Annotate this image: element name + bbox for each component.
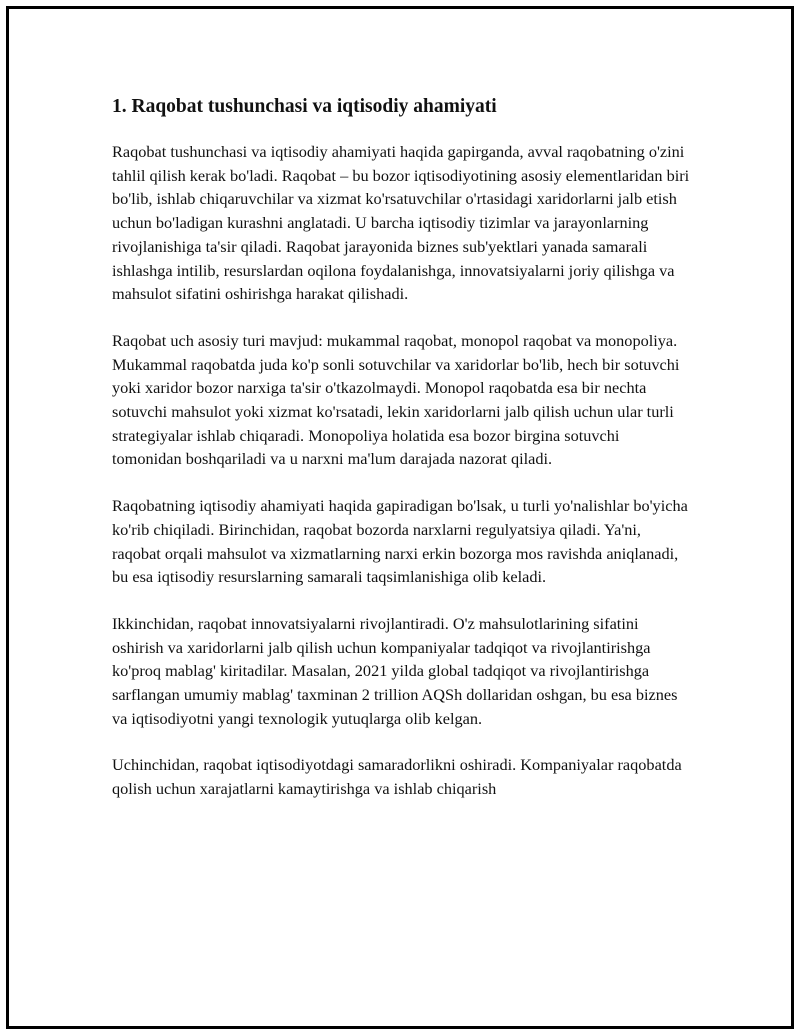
paragraph: Raqobatning iqtisodiy ahamiyati haqida gapiradigan bo'lsak, u turli yo'nalishlar bo'yicha ko'rib chiqiladi. Birinchidan, raqobat bozorda narxlarni regulyatsiya qiladi. Ya'ni, raqobat orqali mahsulot va xizmatlarning narxi erkin bozorga mos ravishda aniqlanadi, bu esa iqtisodiy resurslarning samarali taqsimlanishiga olib keladi.: [112, 496, 688, 587]
paragraph: Raqobat tushunchasi va iqtisodiy ahamiyati haqida gapirganda, avval raqobatning o'zini tahlil qilish kerak bo'ladi. Raqobat – bu bozor iqtisodiyotining asosiy elementlaridan biri bo'lib, ishlab chiqaruvchilar va xizmat ko'rsatuvchilar o'rtasidagi xaridorlarni jalb etish uchun bo'ladigan kurashni anglatadi. U barcha iqtisodiy tizimlar va jarayonlarning rivojlanishiga ta'sir qiladi. Raqobat jarayonida biznes sub'yektlari yanada samarali ishlashga intilib, resurslardan oqilona foydalanishga, innovatsiyalarni joriy qilishga va mahsulot sifatini oshirishga harakat qilishadi.: [112, 142, 690, 304]
paragraph: Ikkinchidan, raqobat innovatsiyalarni rivojlantiradi. O'z mahsulotlarining sifatini oshirish va xaridorlarni jalb qilish uchun kompaniyalar tadqiqot va rivojlantirishga ko'proq mablag' kiritadilar. Masalan, 2021 yilda global tadqiqot va rivojlantirishga sarflangan umumiy mablag' taxminan 2 trillion AQSh dollaridan oshgan, bu esa biznes va iqtisodiyotni yangi texnologik yutuqlarga olib kelgan.: [112, 613, 678, 728]
paragraph: Uchinchidan, raqobat iqtisodiyotdagi samaradorlikni oshiradi. Kompaniyalar raqobatda qolish uchun xarajatlarni kamaytirishga va ishlab chiqarish: [112, 755, 682, 799]
paragraph: Raqobat uch asosiy turi mavjud: mukammal raqobat, monopol raqobat va monopoliya. Mukammal raqobatda juda ko'p sonli sotuvchilar va xaridorlar bo'lib, hech bir sotuvchi yoki xaridor bozor narxiga ta'sir o'tkazolmaydi. Monopol raqobatda esa bir nechta sotuvchi mahsulot yoki xizmat ko'rsatadi, lekin xaridorlarni jalb qilish uchun ular turli strategiyalar ishlab chiqaradi. Monopoliya holatida esa bozor birgina sotuvchi tomonidan boshqariladi va u narxni ma'lum darajada nazorat qiladi.: [112, 330, 680, 469]
document-body: [112, 92, 692, 824]
section-heading: 1. Raqobat tushunchasi va iqtisodiy ahamiyati: [112, 96, 497, 117]
